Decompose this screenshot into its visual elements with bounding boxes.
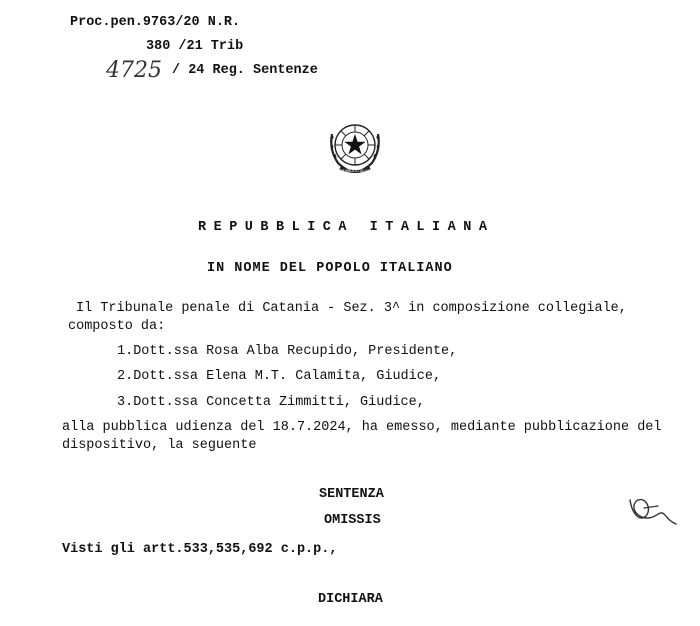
signature-initials: [624, 488, 682, 528]
visti-line: Visti gli artt.533,535,692 c.p.p.,: [62, 542, 338, 557]
reg-sentenze: / 24 Reg. Sentenze: [172, 63, 318, 78]
intro-line-2: composto da:: [68, 319, 166, 334]
dichiara-heading: DICHIARA: [318, 592, 383, 607]
svg-text:REPUBBLICA ITALIANA: REPUBBLICA ITALIANA: [337, 169, 373, 173]
judge-3: 3.Dott.ssa Concetta Zimmitti, Giudice,: [117, 395, 425, 410]
hearing-line-2: dispositivo, la seguente: [62, 438, 257, 453]
trib-number: 380 /21 Trib: [146, 39, 244, 54]
italian-republic-emblem-icon: [326, 116, 384, 176]
proc-pen-number: Proc.pen.9763/20 N.R.: [70, 15, 241, 30]
people-title: IN NOME DEL POPOLO ITALIANO: [207, 261, 453, 276]
sentenza-heading: SENTENZA: [319, 487, 384, 502]
judge-2: 2.Dott.ssa Elena M.T. Calamita, Giudice,: [117, 369, 442, 384]
handwritten-reg-number: 4725: [106, 58, 162, 83]
omissis-label: OMISSIS: [324, 513, 381, 528]
judge-1: 1.Dott.ssa Rosa Alba Recupido, Presidente,: [117, 344, 458, 359]
intro-line-1: Il Tribunale penale di Catania - Sez. 3^ in composizione collegiale,: [76, 301, 627, 316]
republic-title: REPUBBLICA ITALIANA: [198, 220, 495, 235]
hearing-line-1: alla pubblica udienza del 18.7.2024, ha emesso, mediante pubblicazione del: [62, 420, 662, 435]
